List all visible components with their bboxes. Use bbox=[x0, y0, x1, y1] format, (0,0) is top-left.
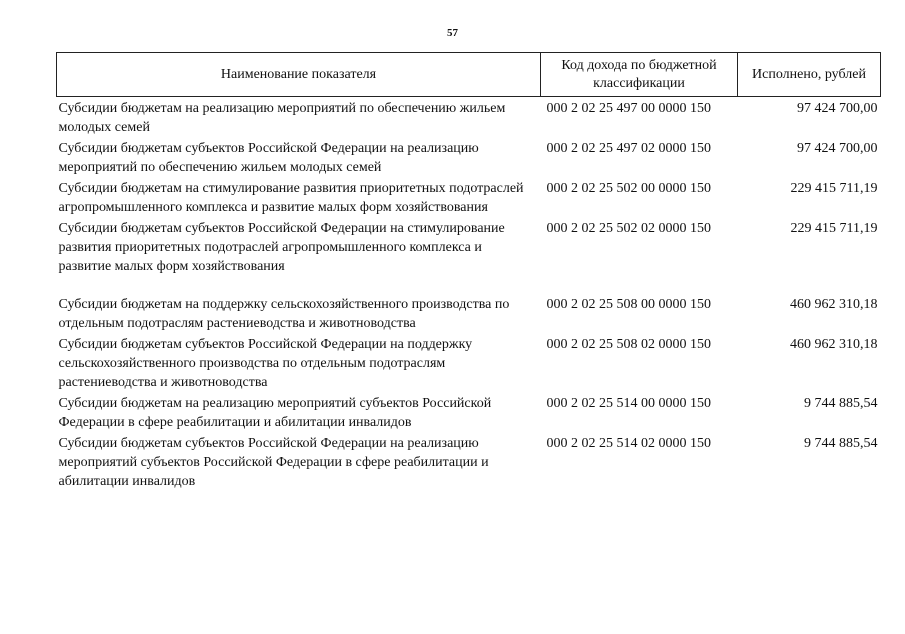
indicator-name: Субсидии бюджетам субъектов Российской Федерации на поддержку сельскохозяйственного производства по отдельным подотраслям растениеводства и животноводства bbox=[58, 337, 473, 390]
budget-code: 000 2 02 25 497 02 0000 150 bbox=[546, 141, 711, 156]
budget-code: 000 2 02 25 497 00 0000 150 bbox=[546, 101, 711, 116]
table-row bbox=[57, 177, 881, 217]
table-header bbox=[57, 53, 881, 97]
table-row bbox=[57, 333, 881, 392]
table-row bbox=[57, 137, 881, 177]
executed-amount: 97 424 700,00 bbox=[797, 141, 878, 156]
executed-amount: 229 415 711,19 bbox=[790, 221, 878, 236]
revenue-table bbox=[56, 52, 881, 491]
table-row bbox=[57, 97, 881, 138]
executed-amount: 229 415 711,19 bbox=[790, 181, 878, 196]
header-code: Код дохода по бюджетной классификации bbox=[541, 53, 738, 97]
table-row bbox=[57, 432, 881, 491]
indicator-name: Субсидии бюджетам субъектов Российской Федерации на стимулирование развития приоритетных подотраслей агропромышленного комплекса и развитие малых форм хозяйствования bbox=[58, 221, 505, 274]
indicator-name: Субсидии бюджетам на реализацию мероприятий по обеспечению жильем молодых семей bbox=[58, 101, 506, 135]
indicator-name: Субсидии бюджетам субъектов Российской Федерации на реализацию мероприятий субъектов Российской Федерации в сфере реабилитации и абилитации инвалидов bbox=[58, 436, 489, 489]
executed-amount: 9 744 885,54 bbox=[804, 396, 878, 411]
executed-amount: 460 962 310,18 bbox=[790, 337, 878, 352]
indicator-name: Субсидии бюджетам на реализацию мероприятий субъектов Российской Федерации в сфере реабилитации и абилитации инвалидов bbox=[58, 396, 492, 430]
table-row bbox=[57, 392, 881, 432]
executed-amount: 97 424 700,00 bbox=[797, 101, 878, 116]
budget-code: 000 2 02 25 508 02 0000 150 bbox=[546, 337, 711, 352]
budget-code: 000 2 02 25 514 00 0000 150 bbox=[546, 396, 711, 411]
budget-code: 000 2 02 25 502 02 0000 150 bbox=[546, 221, 711, 236]
row-spacer bbox=[57, 276, 881, 293]
budget-code: 000 2 02 25 514 02 0000 150 bbox=[546, 436, 711, 451]
table-row bbox=[57, 293, 881, 333]
budget-code: 000 2 02 25 502 00 0000 150 bbox=[546, 181, 711, 196]
executed-amount: 460 962 310,18 bbox=[790, 297, 878, 312]
indicator-name: Субсидии бюджетам на поддержку сельскохозяйственного производства по отдельным подотраслям растениеводства и животноводства bbox=[58, 297, 510, 331]
table-row bbox=[57, 217, 881, 276]
header-amount: Исполнено, рублей bbox=[738, 53, 881, 97]
indicator-name: Субсидии бюджетам на стимулирование развития приоритетных подотраслей агропромышленного комплекса и развитие малых форм хозяйствования bbox=[58, 181, 524, 215]
executed-amount: 9 744 885,54 bbox=[804, 436, 878, 451]
header-name: Наименование показателя bbox=[57, 53, 541, 97]
page-number: 57 bbox=[447, 27, 458, 39]
budget-code: 000 2 02 25 508 00 0000 150 bbox=[546, 297, 711, 312]
indicator-name: Субсидии бюджетам субъектов Российской Федерации на реализацию мероприятий по обеспечению жильем молодых семей bbox=[58, 141, 479, 175]
